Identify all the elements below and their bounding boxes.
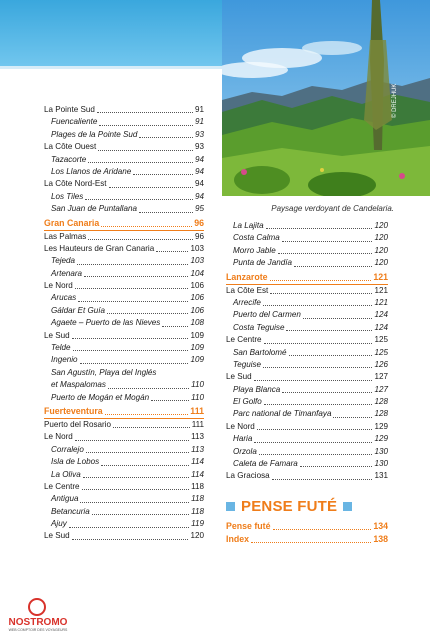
toc-page-number: 138 [373, 534, 388, 544]
pense-fute-heading [226, 498, 352, 515]
dot-leader [300, 466, 373, 467]
dot-leader [88, 162, 193, 163]
toc-entry [44, 154, 204, 166]
toc-page-number: 113 [191, 444, 204, 454]
toc-page-number: 109 [190, 343, 204, 353]
dot-leader [263, 305, 373, 306]
toc-page-number: 127 [374, 372, 388, 382]
toc-page-number: 110 [191, 380, 204, 390]
toc-entry [226, 408, 388, 420]
dot-leader [77, 264, 188, 265]
dot-leader [139, 137, 193, 138]
photo-illustration [222, 0, 430, 196]
toc-entry-title: Orzola [233, 446, 257, 456]
toc-entry-title: Agaete – Puerto de las Nieves [51, 318, 161, 328]
toc-entry [44, 379, 204, 391]
dot-leader [107, 313, 188, 314]
toc-page-number: 127 [374, 384, 388, 394]
dot-leader [69, 527, 189, 528]
dot-leader [273, 529, 372, 530]
toc-entry [44, 367, 204, 379]
top-color-band [0, 0, 222, 66]
dot-leader [254, 380, 373, 381]
toc-page-number: 120 [374, 245, 388, 255]
toc-entry [44, 392, 204, 404]
dot-leader [78, 301, 188, 302]
toc-page-number: 106 [190, 293, 204, 303]
toc-entry-title: Antigua [51, 494, 79, 504]
dot-leader [156, 251, 188, 252]
toc-entry-title: Le Sud [44, 531, 70, 541]
toc-section-row [226, 533, 388, 546]
toc-entry [44, 243, 204, 255]
toc-page-number: 109 [190, 355, 204, 365]
toc-entry-title: Le Nord [44, 281, 73, 291]
toc-page-number: 111 [190, 405, 204, 416]
toc-entry-title: Le Nord [44, 432, 73, 442]
dot-leader [72, 539, 189, 540]
toc-entry-title: Playa Blanca [233, 384, 281, 394]
toc-page-number: 128 [374, 409, 388, 419]
toc-page-number: 110 [191, 392, 204, 402]
dot-leader [101, 226, 192, 227]
dot-leader [133, 174, 193, 175]
toc-entry [226, 285, 388, 297]
toc-entry [44, 116, 204, 128]
logo-tagline: WEB COMPTOIR DES VOYAGEURS [8, 628, 68, 632]
toc-entry-title: Le Centre [226, 335, 262, 345]
toc-page-number: 130 [374, 446, 388, 456]
toc-entry-title: Corralejo [51, 444, 84, 454]
dot-leader [333, 417, 372, 418]
toc-entry [226, 458, 388, 470]
toc-entry [44, 129, 204, 141]
dot-leader [264, 343, 373, 344]
dot-leader [75, 288, 189, 289]
dot-leader [80, 363, 189, 364]
toc-entry [44, 419, 204, 431]
toc-entry-title: et Maspalomas [51, 380, 106, 390]
dot-leader [84, 276, 188, 277]
toc-entry-title: La Côte Est [226, 285, 269, 295]
toc-page-number: 124 [374, 322, 388, 332]
dot-leader [282, 392, 372, 393]
dot-leader [101, 465, 189, 466]
toc-entry [226, 309, 388, 321]
toc-page-number: 94 [194, 154, 204, 164]
dot-leader [286, 330, 372, 331]
toc-entry [44, 330, 204, 342]
toc-entry-title: Fuencaliente [51, 117, 98, 127]
dot-leader [109, 187, 193, 188]
toc-entry-title: Punta de Jandía [233, 258, 292, 268]
toc-page-number: 121 [374, 285, 388, 295]
toc-entry [226, 347, 388, 359]
toc-entry [44, 178, 204, 190]
toc-entry [226, 220, 388, 232]
toc-page-number: 103 [190, 256, 204, 266]
toc-page-number: 125 [374, 347, 388, 357]
toc-entry-title: Artenara [51, 268, 83, 278]
toc-entry [226, 257, 388, 269]
heading-square-icon [226, 502, 235, 511]
dot-leader [264, 404, 373, 405]
toc-entry-title: Teguise [233, 359, 262, 369]
toc-entry-title: Le Centre [44, 481, 80, 491]
toc-entry [44, 104, 204, 116]
toc-entry [44, 342, 204, 354]
toc-page-number: 134 [373, 521, 388, 531]
toc-section-row [226, 270, 388, 285]
toc-entry-title: Ingenio [51, 355, 78, 365]
dot-leader [73, 350, 189, 351]
toc-entry [44, 317, 204, 329]
dot-leader [72, 338, 189, 339]
toc-page-number: 114 [191, 457, 204, 467]
toc-entry-title: Arrecife [233, 297, 261, 307]
toc-entry-title: Les Hauteurs de Gran Canaria [44, 243, 155, 253]
dot-leader [251, 542, 371, 543]
dot-leader [80, 502, 189, 503]
toc-entry-title: San Agustín, Playa del Inglés [51, 367, 157, 377]
dot-leader [270, 293, 372, 294]
toc-entry-title: Tejeda [51, 256, 76, 266]
toc-entry-title: Parc national de Timanfaya [233, 409, 332, 419]
pense-fute-title: PENSE FUTÉ [241, 498, 338, 515]
toc-page-number: 93 [194, 129, 204, 139]
dot-leader [75, 440, 189, 441]
pense-fute-entries [226, 520, 388, 546]
toc-page-number: 129 [374, 434, 388, 444]
toc-entry-title: La Pointe Sud [44, 104, 95, 114]
toc-entry-title: Ajuy [51, 519, 67, 529]
dot-leader [99, 125, 193, 126]
toc-entry [44, 531, 204, 543]
top-band-shadow [0, 66, 222, 69]
dot-leader [113, 427, 190, 428]
toc-page-number: 94 [194, 166, 204, 176]
toc-entry [44, 166, 204, 178]
toc-page-number: 131 [374, 471, 388, 481]
toc-page-number: 91 [194, 117, 204, 127]
toc-page-number: 94 [194, 179, 204, 189]
dot-leader [85, 199, 193, 200]
toc-entry-title: Lanzarote [226, 271, 268, 282]
toc-entry-title: Costa Teguise [233, 322, 285, 332]
toc-entry-title: Arucas [51, 293, 77, 303]
toc-page-number: 96 [194, 231, 204, 241]
nostromo-logo [4, 598, 72, 634]
toc-entry [226, 297, 388, 309]
toc-page-number: 130 [374, 459, 388, 469]
dot-leader [254, 442, 372, 443]
toc-entry-title: El Golfo [233, 397, 262, 407]
toc-page-number: 118 [191, 494, 204, 504]
toc-entry [44, 305, 204, 317]
toc-entry-title: La Lajita [233, 220, 264, 230]
toc-entry [44, 203, 204, 215]
toc-entry-title: Gran Canaria [44, 217, 100, 228]
toc-entry-title: Le Nord [226, 421, 255, 431]
toc-page-number: 121 [374, 297, 388, 307]
dot-leader [303, 318, 373, 319]
globe-icon [28, 598, 46, 616]
toc-section-row [44, 404, 204, 419]
toc-page-number: 109 [190, 330, 204, 340]
toc-entry [226, 421, 388, 433]
toc-entry [44, 518, 204, 530]
dot-leader [289, 355, 373, 356]
toc-entry-title: Telde [51, 343, 71, 353]
dot-leader [86, 452, 189, 453]
dot-leader [294, 266, 373, 267]
dot-leader [97, 112, 193, 113]
photo-credit: © DREJHUK [392, 83, 398, 118]
toc-entry [44, 354, 204, 366]
toc-entry [44, 493, 204, 505]
toc-page-number: 128 [374, 397, 388, 407]
toc-entry-title: Le Sud [44, 330, 70, 340]
toc-entry-title: San Bartolomé [233, 347, 287, 357]
toc-entry-title: Pense futé [226, 521, 271, 531]
toc-entry-title: Caleta de Famara [233, 459, 298, 469]
toc-entry-title: San Juan de Puntallana [51, 204, 137, 214]
toc-page-number: 113 [191, 432, 204, 442]
dot-leader [88, 239, 193, 240]
toc-entry-title: Tazacorte [51, 154, 87, 164]
toc-page-number: 129 [374, 421, 388, 431]
toc-entry-title: Isla de Lobos [51, 457, 100, 467]
toc-entry [226, 470, 388, 482]
toc-entry-title: Gáldar Et Guía [51, 305, 105, 315]
toc-entry [44, 255, 204, 267]
toc-entry [226, 433, 388, 445]
dot-leader [82, 489, 190, 490]
toc-page-number: 124 [374, 310, 388, 320]
toc-entry [44, 280, 204, 292]
toc-entry-title: Los Llanos de Aridane [51, 166, 132, 176]
toc-page-number: 118 [191, 506, 204, 516]
toc-entry-title: Las Palmas [44, 231, 87, 241]
dot-leader [272, 479, 373, 480]
toc-page-number: 120 [190, 531, 204, 541]
toc-page-number: 111 [191, 419, 204, 429]
toc-entry [226, 446, 388, 458]
dot-leader [98, 150, 193, 151]
dot-leader [270, 280, 372, 281]
toc-entry [44, 469, 204, 481]
toc-page-number: 119 [191, 519, 204, 529]
toc-entry [44, 431, 204, 443]
dot-leader [257, 429, 373, 430]
dot-leader [263, 367, 372, 368]
heading-square-icon [343, 502, 352, 511]
toc-entry-title: Haria [233, 434, 253, 444]
toc-entry [226, 371, 388, 383]
toc-entry-title: Fuerteventura [44, 405, 103, 416]
toc-page-number: 96 [194, 217, 204, 228]
toc-entry [44, 231, 204, 243]
toc-entry-title: Plages de la Pointe Sud [51, 129, 138, 139]
dot-leader [282, 241, 373, 242]
toc-entry [226, 232, 388, 244]
toc-entry [44, 481, 204, 493]
toc-entry [44, 444, 204, 456]
toc-entry-title: La Côte Ouest [44, 142, 97, 152]
toc-entry [44, 268, 204, 280]
toc-entry [44, 292, 204, 304]
toc-entry-title: Puerto del Carmen [233, 310, 301, 320]
toc-entry [226, 384, 388, 396]
toc-page-number: 125 [374, 335, 388, 345]
toc-entry-title: Puerto del Rosario [44, 419, 112, 429]
toc-entry-title: Index [226, 534, 249, 544]
dot-leader [162, 326, 188, 327]
toc-section-row [226, 520, 388, 533]
toc-page-number: 108 [190, 318, 204, 328]
toc-entry [226, 245, 388, 257]
toc-entry [226, 334, 388, 346]
toc-page-number: 120 [374, 258, 388, 268]
toc-page-number: 121 [373, 271, 388, 282]
toc-column-right [226, 220, 388, 483]
toc-page-number: 118 [191, 481, 204, 491]
toc-page-number: 106 [190, 281, 204, 291]
dot-leader [278, 253, 373, 254]
toc-page-number: 104 [190, 268, 204, 278]
toc-page-number: 95 [194, 204, 204, 214]
toc-entry [44, 141, 204, 153]
toc-entry-title: Betancuria [51, 506, 90, 516]
toc-entry [226, 322, 388, 334]
toc-entry [44, 191, 204, 203]
toc-entry-title: La Graciosa [226, 471, 270, 481]
photo-caption: Paysage verdoyant de Candelaria. [271, 204, 394, 213]
dot-leader [105, 414, 189, 415]
dot-leader [139, 212, 193, 213]
toc-entry-title: Le Sud [226, 372, 252, 382]
toc-entry [44, 456, 204, 468]
toc-page-number: 103 [190, 243, 204, 253]
toc-entry-title: La Côte Nord-Est [44, 179, 107, 189]
dot-leader [151, 400, 189, 401]
toc-page-number: 114 [191, 469, 204, 479]
toc-page-number: 126 [374, 359, 388, 369]
toc-page-number: 91 [194, 104, 204, 114]
toc-entry-title: Costa Calma [233, 233, 280, 243]
toc-section-row [44, 216, 204, 231]
dot-leader [83, 477, 189, 478]
logo-name: NOSTROMO [8, 617, 68, 628]
dot-leader [266, 228, 373, 229]
dot-leader [108, 388, 189, 389]
landscape-photo [222, 0, 430, 196]
dot-leader [259, 454, 373, 455]
toc-page-number: 106 [190, 305, 204, 315]
toc-column-left [44, 104, 204, 543]
toc-page-number: 120 [374, 233, 388, 243]
toc-entry-title: La Oliva [51, 469, 81, 479]
toc-page-number: 94 [194, 191, 204, 201]
dot-leader [92, 514, 189, 515]
toc-entry [44, 506, 204, 518]
toc-entry-title: Morro Jable [233, 245, 276, 255]
toc-entry [226, 359, 388, 371]
toc-entry-title: Los Tiles [51, 191, 84, 201]
toc-entry-title: Puerto de Mogán et Mogán [51, 392, 150, 402]
toc-page-number: 120 [374, 220, 388, 230]
toc-page-number: 93 [194, 142, 204, 152]
toc-entry [226, 396, 388, 408]
